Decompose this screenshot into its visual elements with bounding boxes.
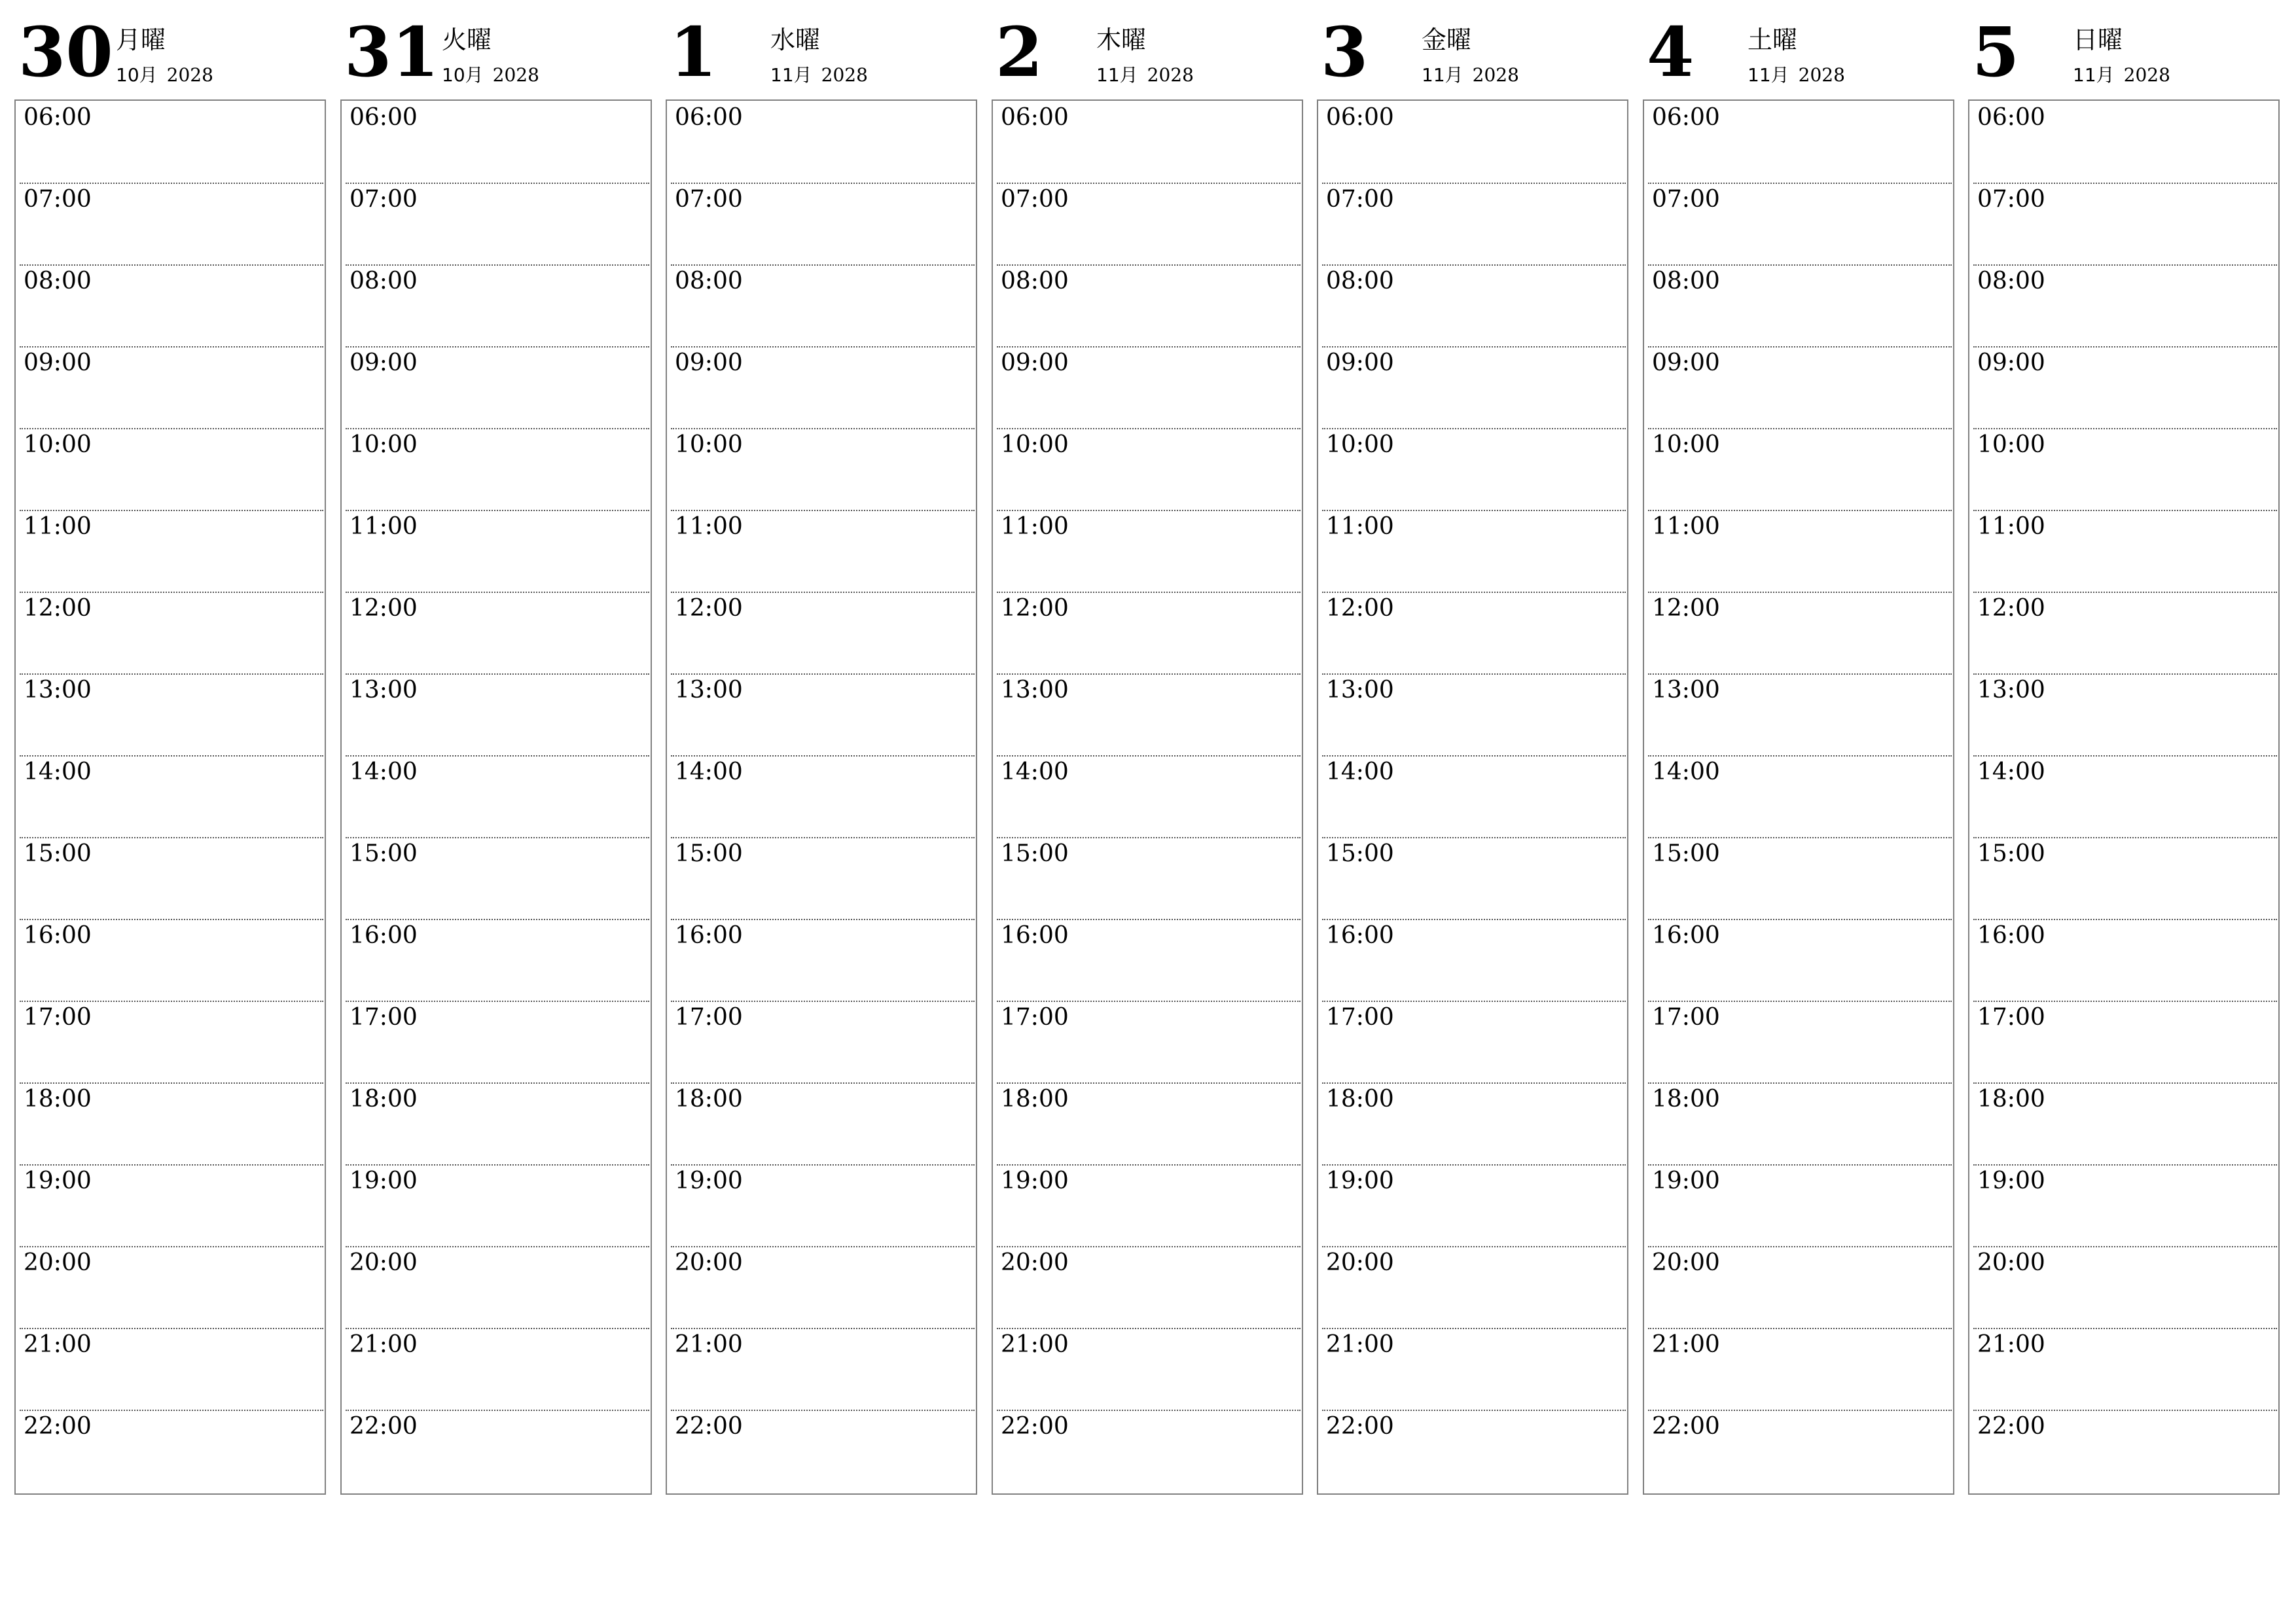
time-slot-label: 17:00 xyxy=(1326,1004,1394,1031)
day-column xyxy=(992,0,1303,1499)
time-slot[interactable] xyxy=(20,264,323,348)
time-slot-label: 16:00 xyxy=(1977,922,2045,949)
time-slot[interactable] xyxy=(671,673,975,757)
time-slot[interactable] xyxy=(671,264,975,348)
time-slot[interactable] xyxy=(1322,673,1626,757)
time-slot[interactable] xyxy=(671,428,975,511)
time-slot[interactable] xyxy=(1973,1164,2277,1247)
time-slot-label: 14:00 xyxy=(1652,758,1720,785)
time-slot[interactable] xyxy=(1973,919,2277,1002)
time-slot-label: 22:00 xyxy=(675,1413,743,1440)
day-schedule-box[interactable] xyxy=(666,99,977,1495)
time-slot[interactable] xyxy=(20,1328,323,1411)
time-slot[interactable] xyxy=(1973,592,2277,675)
time-slot-label: 16:00 xyxy=(1001,922,1069,949)
time-slot-label: 21:00 xyxy=(1652,1331,1720,1358)
time-slot[interactable] xyxy=(1322,102,1626,184)
time-slot-label: 16:00 xyxy=(24,922,92,949)
time-slot[interactable] xyxy=(671,919,975,1002)
time-slot[interactable] xyxy=(346,592,649,675)
time-slot-label: 11:00 xyxy=(24,513,92,540)
time-slot[interactable] xyxy=(1322,1410,1626,1493)
time-slot-label: 14:00 xyxy=(24,758,92,785)
time-slot-label: 15:00 xyxy=(1326,840,1394,867)
time-slot[interactable] xyxy=(1322,264,1626,348)
time-slot-label: 14:00 xyxy=(1326,758,1394,785)
time-slot[interactable] xyxy=(346,1410,649,1493)
time-slot-label: 07:00 xyxy=(675,186,743,213)
time-slot-label: 12:00 xyxy=(675,595,743,622)
weekday-label: 土曜 xyxy=(1748,26,1798,54)
time-slot-label: 07:00 xyxy=(1977,186,2045,213)
time-slot[interactable] xyxy=(346,1164,649,1247)
time-slot[interactable] xyxy=(671,510,975,593)
time-slot[interactable] xyxy=(346,1082,649,1166)
time-slot-label: 22:00 xyxy=(1977,1413,2045,1440)
month-year-label xyxy=(1748,63,1845,88)
time-slot[interactable] xyxy=(671,183,975,266)
time-slot-label: 18:00 xyxy=(1326,1086,1394,1113)
time-slot[interactable] xyxy=(997,1246,1300,1329)
time-slot[interactable] xyxy=(671,837,975,920)
day-header xyxy=(14,0,326,98)
time-slot-label: 08:00 xyxy=(24,268,92,294)
time-slot-label: 19:00 xyxy=(24,1168,92,1194)
time-slot-label: 19:00 xyxy=(1652,1168,1720,1194)
time-slot[interactable] xyxy=(1648,755,1952,838)
time-slot[interactable] xyxy=(20,755,323,838)
time-slot[interactable] xyxy=(671,102,975,184)
time-slot[interactable] xyxy=(1973,1328,2277,1411)
time-slot-label: 07:00 xyxy=(1326,186,1394,213)
time-slot-label: 16:00 xyxy=(1326,922,1394,949)
time-slot-label: 16:00 xyxy=(675,922,743,949)
time-slot[interactable] xyxy=(997,346,1300,429)
time-slot[interactable] xyxy=(20,837,323,920)
time-slot-label: 15:00 xyxy=(1652,840,1720,867)
day-number: 3 xyxy=(1321,12,1369,92)
time-slot[interactable] xyxy=(997,1410,1300,1493)
time-slot[interactable] xyxy=(1648,837,1952,920)
weekday-label: 火曜 xyxy=(442,26,492,54)
day-header xyxy=(1968,0,2280,98)
time-slot[interactable] xyxy=(20,673,323,757)
time-slot[interactable] xyxy=(20,1001,323,1084)
time-slot[interactable] xyxy=(671,1082,975,1166)
time-slot-label: 17:00 xyxy=(350,1004,418,1031)
time-slot-label: 17:00 xyxy=(24,1004,92,1031)
time-slot[interactable] xyxy=(1322,1164,1626,1247)
time-slot-label: 18:00 xyxy=(24,1086,92,1113)
time-slot-label: 17:00 xyxy=(1001,1004,1069,1031)
month-year-label xyxy=(770,63,868,88)
month-label: 11月 xyxy=(770,64,812,86)
time-slot[interactable] xyxy=(997,428,1300,511)
year-label: 2028 xyxy=(1147,64,1194,86)
time-slot-label: 06:00 xyxy=(1977,104,2045,131)
time-slot[interactable] xyxy=(1648,264,1952,348)
time-slot-label: 20:00 xyxy=(675,1249,743,1276)
time-slot-label: 13:00 xyxy=(350,677,418,704)
time-slot[interactable] xyxy=(1322,1082,1626,1166)
year-label: 2028 xyxy=(821,64,868,86)
weekday-label: 水曜 xyxy=(770,26,821,54)
time-slot-label: 13:00 xyxy=(1001,677,1069,704)
day-column xyxy=(1317,0,1628,1499)
time-slot-label: 10:00 xyxy=(1326,431,1394,458)
time-slot[interactable] xyxy=(1648,428,1952,511)
time-slot[interactable] xyxy=(346,755,649,838)
day-header xyxy=(1317,0,1628,98)
time-slot-label: 21:00 xyxy=(1001,1331,1069,1358)
time-slot[interactable] xyxy=(997,264,1300,348)
day-column xyxy=(1643,0,1954,1499)
day-schedule-box[interactable] xyxy=(1643,99,1954,1495)
time-slot-label: 12:00 xyxy=(1977,595,2045,622)
day-schedule-box[interactable] xyxy=(1968,99,2280,1495)
time-slot[interactable] xyxy=(1973,510,2277,593)
day-column xyxy=(666,0,977,1499)
time-slot[interactable] xyxy=(1648,183,1952,266)
day-column xyxy=(1968,0,2280,1499)
time-slot-label: 10:00 xyxy=(675,431,743,458)
time-slot[interactable] xyxy=(346,1001,649,1084)
time-slot-label: 13:00 xyxy=(1326,677,1394,704)
day-schedule-box[interactable] xyxy=(340,99,652,1495)
day-header xyxy=(340,0,652,98)
time-slot-label: 12:00 xyxy=(1001,595,1069,622)
month-label: 11月 xyxy=(1748,64,1789,86)
time-slot[interactable] xyxy=(997,755,1300,838)
month-year-label xyxy=(1422,63,1519,88)
time-slot[interactable] xyxy=(671,592,975,675)
year-label: 2028 xyxy=(492,64,539,86)
time-slot-label: 12:00 xyxy=(1326,595,1394,622)
time-slot[interactable] xyxy=(1973,755,2277,838)
time-slot[interactable] xyxy=(997,183,1300,266)
time-slot-label: 19:00 xyxy=(350,1168,418,1194)
month-year-label xyxy=(1096,63,1194,88)
time-slot-label: 16:00 xyxy=(1652,922,1720,949)
time-slot[interactable] xyxy=(1973,1410,2277,1493)
time-slot-label: 11:00 xyxy=(1001,513,1069,540)
time-slot-label: 17:00 xyxy=(1977,1004,2045,1031)
time-slot[interactable] xyxy=(1648,1082,1952,1166)
time-slot-label: 14:00 xyxy=(1977,758,2045,785)
month-label: 11月 xyxy=(2073,64,2115,86)
time-slot[interactable] xyxy=(346,1328,649,1411)
time-slot-label: 18:00 xyxy=(350,1086,418,1113)
time-slot-label: 15:00 xyxy=(24,840,92,867)
time-slot[interactable] xyxy=(346,264,649,348)
time-slot[interactable] xyxy=(997,592,1300,675)
time-slot[interactable] xyxy=(20,102,323,184)
time-slot[interactable] xyxy=(997,837,1300,920)
time-slot[interactable] xyxy=(1322,837,1626,920)
time-slot-label: 06:00 xyxy=(24,104,92,131)
month-year-label xyxy=(442,63,539,88)
time-slot-label: 06:00 xyxy=(1001,104,1069,131)
time-slot[interactable] xyxy=(997,919,1300,1002)
time-slot[interactable] xyxy=(20,919,323,1002)
time-slot-label: 19:00 xyxy=(1977,1168,2045,1194)
time-slot-label: 22:00 xyxy=(350,1413,418,1440)
time-slot-label: 08:00 xyxy=(1001,268,1069,294)
time-slot-label: 17:00 xyxy=(675,1004,743,1031)
time-slot[interactable] xyxy=(997,1164,1300,1247)
time-slot-label: 09:00 xyxy=(350,349,418,376)
day-header xyxy=(666,0,977,98)
time-slot[interactable] xyxy=(346,1246,649,1329)
time-slot[interactable] xyxy=(1322,919,1626,1002)
time-slot[interactable] xyxy=(671,1246,975,1329)
day-number: 5 xyxy=(1972,12,2020,92)
month-label: 10月 xyxy=(442,64,484,86)
time-slot-label: 15:00 xyxy=(1977,840,2045,867)
day-schedule-box[interactable] xyxy=(14,99,326,1495)
time-slot[interactable] xyxy=(1648,1328,1952,1411)
time-slot-label: 11:00 xyxy=(1652,513,1720,540)
time-slot[interactable] xyxy=(1973,102,2277,184)
time-slot[interactable] xyxy=(1322,183,1626,266)
time-slot-label: 21:00 xyxy=(1326,1331,1394,1358)
time-slot[interactable] xyxy=(20,183,323,266)
time-slot-label: 10:00 xyxy=(24,431,92,458)
time-slot[interactable] xyxy=(1648,1246,1952,1329)
time-slot-label: 07:00 xyxy=(1001,186,1069,213)
year-label: 2028 xyxy=(1798,64,1845,86)
time-slot-label: 13:00 xyxy=(24,677,92,704)
time-slot[interactable] xyxy=(997,673,1300,757)
time-slot-label: 21:00 xyxy=(1977,1331,2045,1358)
day-number: 4 xyxy=(1647,12,1695,92)
day-header xyxy=(992,0,1303,98)
time-slot[interactable] xyxy=(671,755,975,838)
time-slot-label: 07:00 xyxy=(24,186,92,213)
time-slot-label: 22:00 xyxy=(1001,1413,1069,1440)
time-slot[interactable] xyxy=(1973,428,2277,511)
time-slot[interactable] xyxy=(1322,1328,1626,1411)
time-slot[interactable] xyxy=(1322,346,1626,429)
time-slot-label: 10:00 xyxy=(350,431,418,458)
time-slot-label: 19:00 xyxy=(1326,1168,1394,1194)
time-slot-label: 13:00 xyxy=(1652,677,1720,704)
time-slot[interactable] xyxy=(997,1001,1300,1084)
time-slot-label: 16:00 xyxy=(350,922,418,949)
time-slot-label: 21:00 xyxy=(24,1331,92,1358)
time-slot-label: 06:00 xyxy=(350,104,418,131)
time-slot-label: 22:00 xyxy=(1652,1413,1720,1440)
time-slot-label: 20:00 xyxy=(350,1249,418,1276)
year-label: 2028 xyxy=(2123,64,2170,86)
time-slot-label: 10:00 xyxy=(1001,431,1069,458)
time-slot[interactable] xyxy=(1322,755,1626,838)
time-slot-label: 08:00 xyxy=(675,268,743,294)
time-slot[interactable] xyxy=(1973,837,2277,920)
weekday-label: 金曜 xyxy=(1422,26,1472,54)
time-slot[interactable] xyxy=(671,1328,975,1411)
time-slot[interactable] xyxy=(1322,510,1626,593)
time-slot-label: 09:00 xyxy=(1652,349,1720,376)
day-schedule-box[interactable] xyxy=(1317,99,1628,1495)
time-slot[interactable] xyxy=(346,837,649,920)
time-slot-label: 14:00 xyxy=(675,758,743,785)
time-slot-label: 08:00 xyxy=(1326,268,1394,294)
day-number: 31 xyxy=(344,12,439,92)
month-year-label xyxy=(116,63,213,88)
time-slot[interactable] xyxy=(671,1001,975,1084)
time-slot-label: 17:00 xyxy=(1652,1004,1720,1031)
time-slot[interactable] xyxy=(671,1410,975,1493)
time-slot-label: 11:00 xyxy=(1326,513,1394,540)
time-slot[interactable] xyxy=(346,346,649,429)
time-slot[interactable] xyxy=(1973,346,2277,429)
time-slot[interactable] xyxy=(20,592,323,675)
time-slot-label: 15:00 xyxy=(1001,840,1069,867)
time-slot-label: 06:00 xyxy=(675,104,743,131)
time-slot[interactable] xyxy=(1973,1082,2277,1166)
time-slot[interactable] xyxy=(1973,1001,2277,1084)
time-slot[interactable] xyxy=(1973,183,2277,266)
time-slot-label: 08:00 xyxy=(1977,268,2045,294)
time-slot-label: 12:00 xyxy=(1652,595,1720,622)
weekday-label: 月曜 xyxy=(116,26,166,54)
month-label: 11月 xyxy=(1422,64,1463,86)
time-slot[interactable] xyxy=(20,428,323,511)
time-slot-label: 14:00 xyxy=(1001,758,1069,785)
time-slot[interactable] xyxy=(346,428,649,511)
time-slot-label: 21:00 xyxy=(675,1331,743,1358)
time-slot[interactable] xyxy=(1973,673,2277,757)
day-column xyxy=(14,0,326,1499)
time-slot[interactable] xyxy=(1322,1246,1626,1329)
time-slot[interactable] xyxy=(20,510,323,593)
time-slot[interactable] xyxy=(1973,264,2277,348)
time-slot[interactable] xyxy=(346,183,649,266)
time-slot-label: 14:00 xyxy=(350,758,418,785)
weekday-label: 日曜 xyxy=(2073,26,2123,54)
time-slot[interactable] xyxy=(997,1082,1300,1166)
time-slot[interactable] xyxy=(20,1164,323,1247)
time-slot[interactable] xyxy=(1648,1410,1952,1493)
time-slot-label: 09:00 xyxy=(24,349,92,376)
time-slot-label: 13:00 xyxy=(1977,677,2045,704)
day-header xyxy=(1643,0,1954,98)
time-slot[interactable] xyxy=(1648,1164,1952,1247)
time-slot[interactable] xyxy=(1648,1001,1952,1084)
time-slot[interactable] xyxy=(1648,673,1952,757)
time-slot[interactable] xyxy=(346,102,649,184)
time-slot-label: 22:00 xyxy=(1326,1413,1394,1440)
time-slot-label: 13:00 xyxy=(675,677,743,704)
time-slot-label: 21:00 xyxy=(350,1331,418,1358)
time-slot[interactable] xyxy=(1322,428,1626,511)
time-slot-label: 18:00 xyxy=(1652,1086,1720,1113)
time-slot[interactable] xyxy=(997,1328,1300,1411)
time-slot-label: 11:00 xyxy=(350,513,418,540)
time-slot[interactable] xyxy=(1648,346,1952,429)
time-slot-label: 20:00 xyxy=(24,1249,92,1276)
month-label: 10月 xyxy=(116,64,158,86)
day-schedule-box[interactable] xyxy=(992,99,1303,1495)
month-label: 11月 xyxy=(1096,64,1138,86)
time-slot[interactable] xyxy=(997,510,1300,593)
time-slot[interactable] xyxy=(346,673,649,757)
day-column xyxy=(340,0,652,1499)
time-slot-label: 20:00 xyxy=(1001,1249,1069,1276)
time-slot-label: 18:00 xyxy=(1001,1086,1069,1113)
weekday-label: 木曜 xyxy=(1096,26,1147,54)
time-slot-label: 11:00 xyxy=(1977,513,2045,540)
day-number: 1 xyxy=(670,12,717,92)
time-slot[interactable] xyxy=(1322,1001,1626,1084)
time-slot[interactable] xyxy=(1648,919,1952,1002)
month-year-label xyxy=(2073,63,2170,88)
day-number: 2 xyxy=(996,12,1043,92)
time-slot[interactable] xyxy=(1648,592,1952,675)
time-slot-label: 19:00 xyxy=(675,1168,743,1194)
time-slot[interactable] xyxy=(1648,510,1952,593)
day-number: 30 xyxy=(18,12,113,92)
time-slot[interactable] xyxy=(1648,102,1952,184)
time-slot-label: 09:00 xyxy=(675,349,743,376)
time-slot[interactable] xyxy=(671,1164,975,1247)
time-slot-label: 20:00 xyxy=(1652,1249,1720,1276)
time-slot-label: 15:00 xyxy=(675,840,743,867)
year-label: 2028 xyxy=(1472,64,1519,86)
time-slot[interactable] xyxy=(20,1410,323,1493)
time-slot-label: 12:00 xyxy=(24,595,92,622)
time-slot[interactable] xyxy=(20,346,323,429)
time-slot[interactable] xyxy=(1322,592,1626,675)
year-label: 2028 xyxy=(166,64,213,86)
time-slot-label: 10:00 xyxy=(1977,431,2045,458)
time-slot-label: 08:00 xyxy=(1652,268,1720,294)
time-slot-label: 19:00 xyxy=(1001,1168,1069,1194)
time-slot[interactable] xyxy=(671,346,975,429)
time-slot-label: 09:00 xyxy=(1326,349,1394,376)
time-slot-label: 22:00 xyxy=(24,1413,92,1440)
time-slot[interactable] xyxy=(20,1082,323,1166)
time-slot-label: 06:00 xyxy=(1652,104,1720,131)
time-slot-label: 07:00 xyxy=(350,186,418,213)
time-slot-label: 08:00 xyxy=(350,268,418,294)
time-slot[interactable] xyxy=(346,510,649,593)
time-slot-label: 06:00 xyxy=(1326,104,1394,131)
time-slot-label: 18:00 xyxy=(1977,1086,2045,1113)
time-slot[interactable] xyxy=(1973,1246,2277,1329)
time-slot-label: 09:00 xyxy=(1977,349,2045,376)
time-slot-label: 18:00 xyxy=(675,1086,743,1113)
time-slot-label: 11:00 xyxy=(675,513,743,540)
time-slot-label: 07:00 xyxy=(1652,186,1720,213)
time-slot[interactable] xyxy=(997,102,1300,184)
time-slot-label: 12:00 xyxy=(350,595,418,622)
time-slot[interactable] xyxy=(346,919,649,1002)
time-slot[interactable] xyxy=(20,1246,323,1329)
time-slot-label: 09:00 xyxy=(1001,349,1069,376)
time-slot-label: 20:00 xyxy=(1326,1249,1394,1276)
time-slot-label: 10:00 xyxy=(1652,431,1720,458)
time-slot-label: 15:00 xyxy=(350,840,418,867)
time-slot-label: 20:00 xyxy=(1977,1249,2045,1276)
